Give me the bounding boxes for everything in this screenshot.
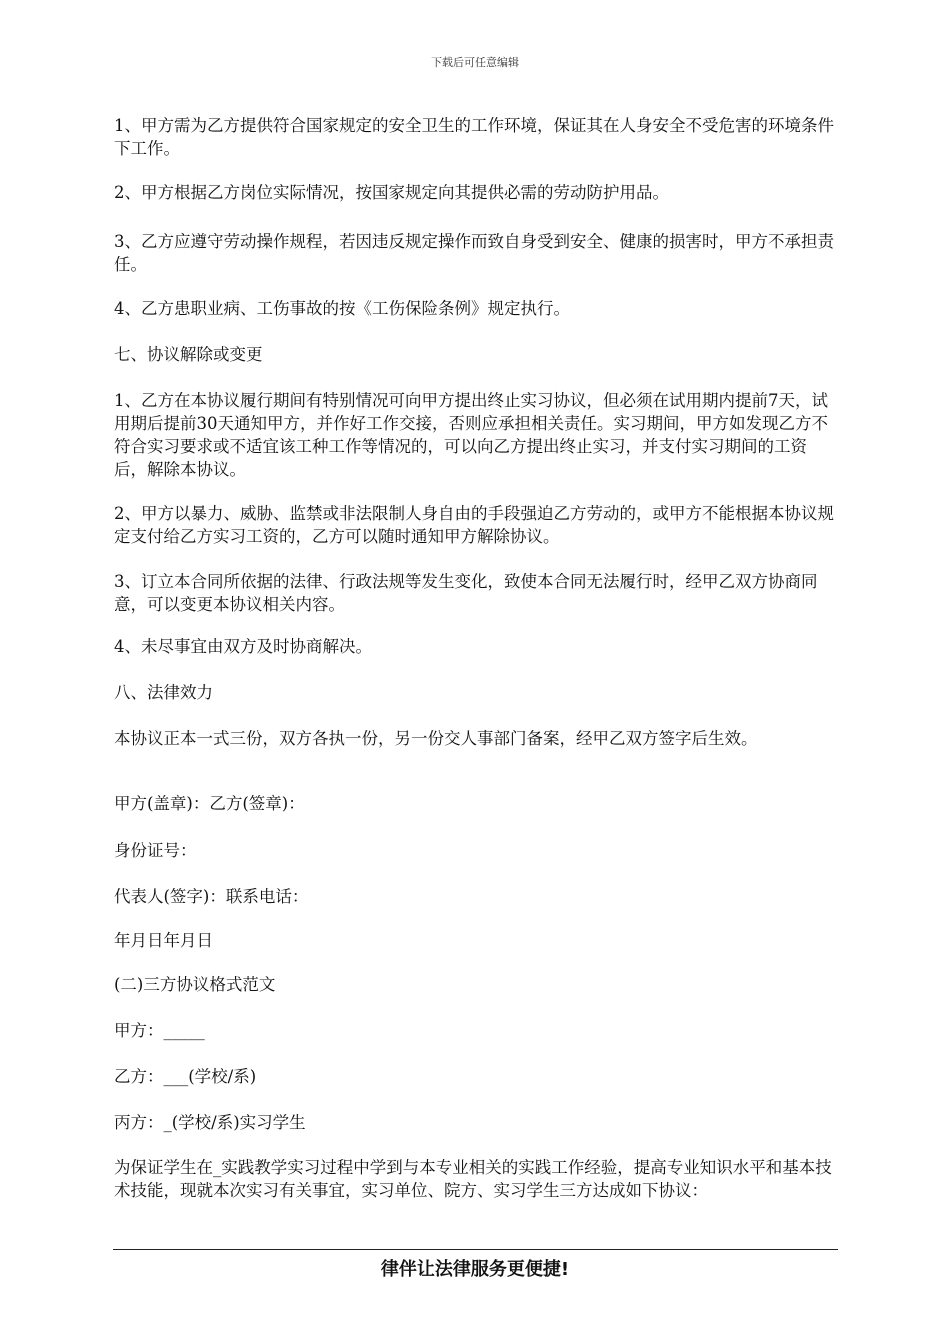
section-heading-tripartite: (二)三方协议格式范文 bbox=[114, 975, 276, 994]
clause-forced-labor: 2、甲方以暴力、威胁、监禁或非法限制人身自由的手段强迫乙方劳动的，或甲方不能根据本协议规定支付给乙方实习工资的，乙方可以随时通知甲方解除协议。 bbox=[114, 504, 834, 546]
date-line: 年月日年月日 bbox=[114, 931, 213, 950]
clause-law-change: 3、订立本合同所依据的法律、行政法规等发生变化，致使本合同无法履行时，经甲乙双方协商同意，可以变更本协议相关内容。 bbox=[114, 572, 818, 614]
signature-line-parties: 甲方(盖章)：乙方(签章)： bbox=[114, 794, 305, 813]
section-heading-termination: 七、协议解除或变更 bbox=[114, 345, 263, 364]
clause-occupational-disease: 4、乙方患职业病、工伤事故的按《工伤保险条例》规定执行。 bbox=[114, 299, 570, 318]
tripartite-preamble: 为保证学生在_实践教学实习过程中学到与本专业相关的实践工作经验，提高专业知识水平和基本技术技能，现就本次实习有关事宜，实习单位、院方、实习学生三方达成如下协议： bbox=[114, 1158, 832, 1200]
clause-protective-equipment: 2、甲方根据乙方岗位实际情况，按国家规定向其提供必需的劳动防护用品。 bbox=[114, 183, 669, 202]
section-heading-legal-effect: 八、法律效力 bbox=[114, 683, 213, 702]
clause-other-matters: 4、未尽事宜由双方及时协商解决。 bbox=[114, 637, 372, 656]
clause-copies: 本协议正本一式三份，双方各执一份，另一份交人事部门备案，经甲乙双方签字后生效。 bbox=[114, 729, 758, 748]
clause-safety-environment: 1、甲方需为乙方提供符合国家规定的安全卫生的工作环境，保证其在人身安全不受危害的环境条件下工作。 bbox=[114, 116, 834, 158]
party-b-line: 乙方：___(学校/系) bbox=[114, 1067, 257, 1086]
footer-divider bbox=[113, 1249, 838, 1250]
party-c-line: 丙方：_(学校/系)实习学生 bbox=[114, 1113, 306, 1132]
representative-phone-line: 代表人(签字)：联系电话： bbox=[114, 887, 309, 906]
page-header: 下载后可任意编辑 bbox=[431, 56, 519, 69]
clause-termination-notice: 1、乙方在本协议履行期间有特别情况可向甲方提出终止实习协议，但必须在试用期内提前7天，试用期后提前30天通知甲方，并作好工作交接，否则应承担相关责任。实习期间，甲方如发现乙方不符合实习要求或不适宜该工种工作等情况的，可以向乙方提出终止实习，并支付实习期间的工资后，解除本协议。 bbox=[114, 391, 828, 479]
clause-operating-rules: 3、乙方应遵守劳动操作规程，若因违反规定操作而致自身受到安全、健康的损害时，甲方不承担责任。 bbox=[114, 232, 834, 274]
party-a-line: 甲方：_____ bbox=[114, 1021, 205, 1040]
id-number-line: 身份证号： bbox=[114, 841, 197, 860]
page-footer: 律伴让法律服务更便捷! bbox=[380, 1259, 570, 1280]
